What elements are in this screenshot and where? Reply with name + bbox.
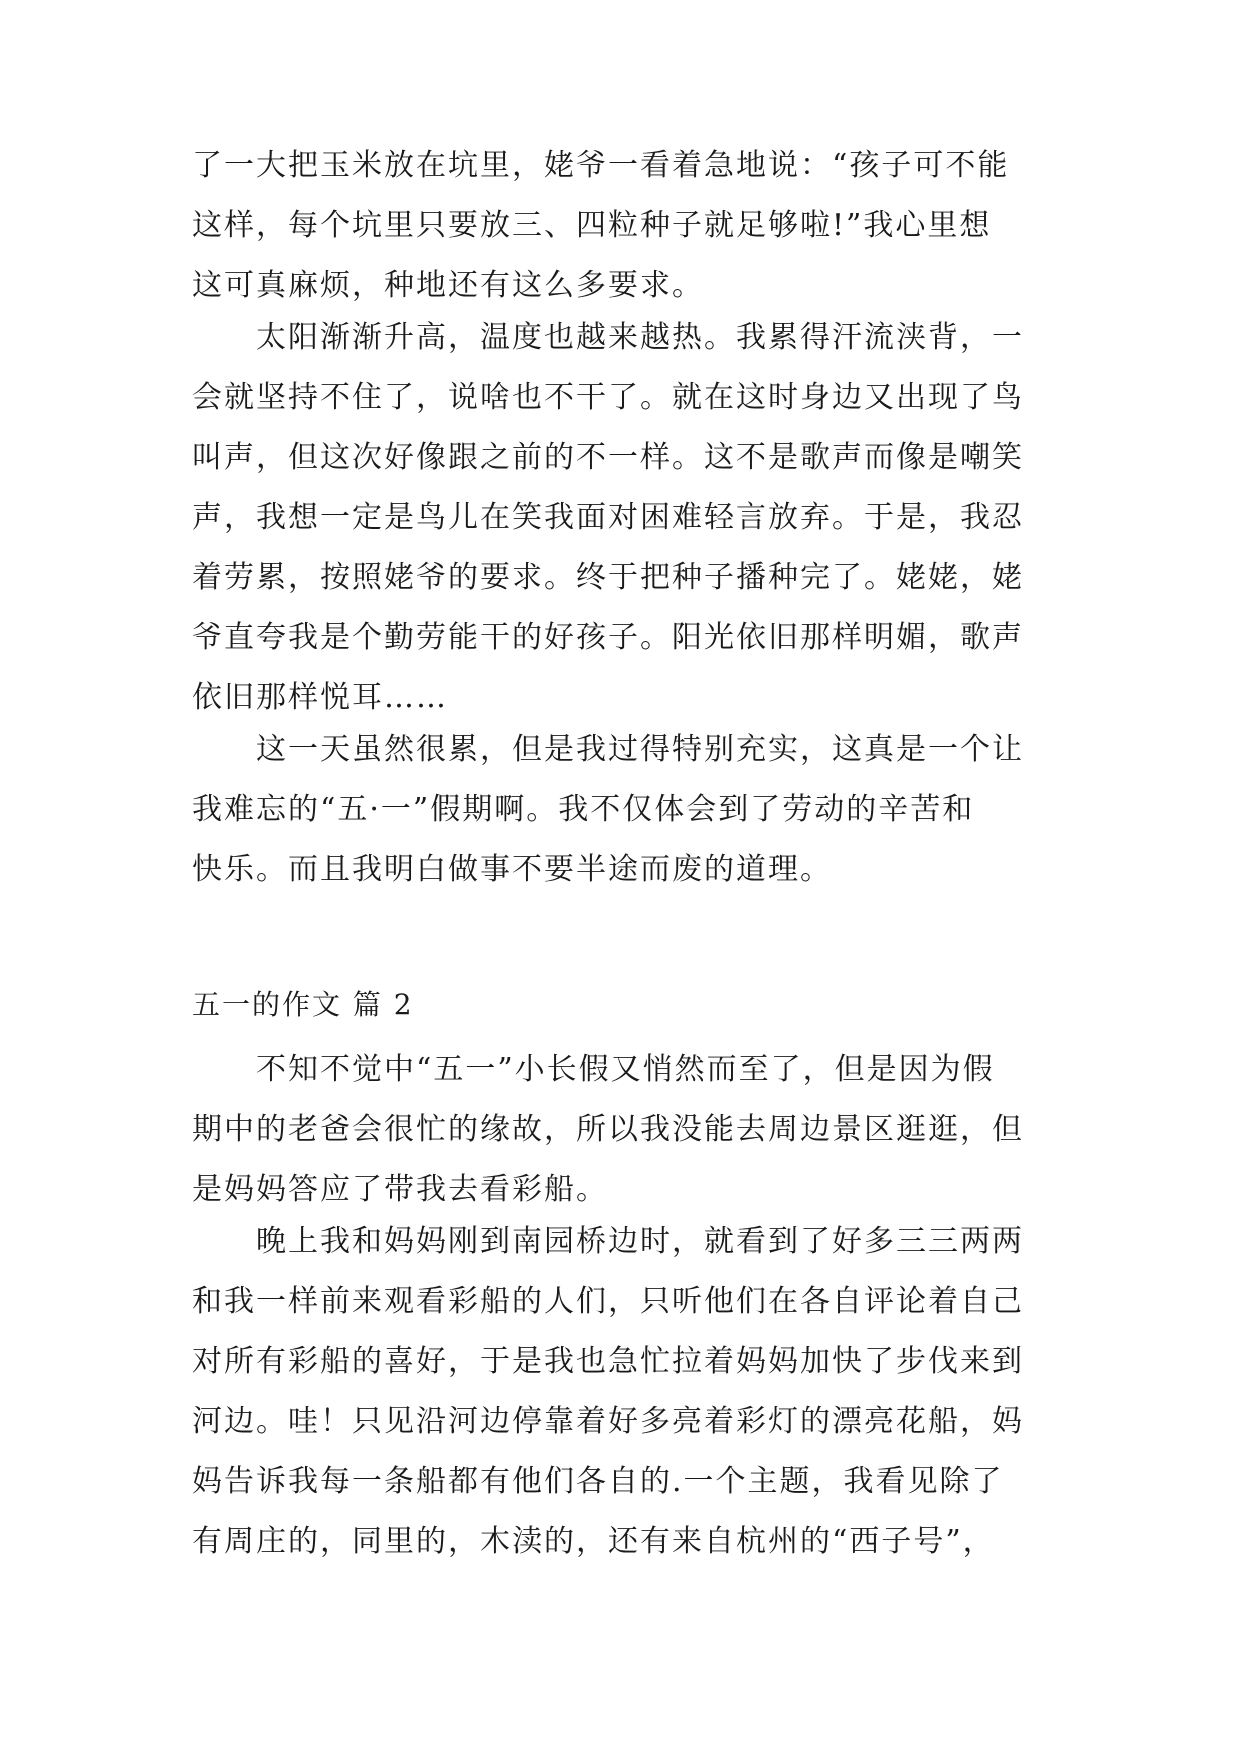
text-line: 着劳累，按照姥爷的要求。终于把种子播种完了。姥姥，姥: [192, 560, 1024, 595]
paragraph-4: [192, 1040, 1052, 1220]
text-line: 爷直夸我是个勤劳能干的好孩子。阳光依旧那样明媚，歌声: [192, 620, 1024, 655]
text-line: 这一天虽然很累，但是我过得特别充实，这真是一个让: [256, 732, 1024, 767]
text-line: 是妈妈答应了带我去看彩船。: [192, 1172, 608, 1207]
text-line: 我难忘的“五·一”假期啊。我不仅体会到了劳动的辛苦和: [192, 792, 975, 827]
text-line: 妈告诉我每一条船都有他们各自的.一个主题，我看见除了: [192, 1464, 1004, 1499]
text-line: 这可真麻烦，种地还有这么多要求。: [192, 268, 704, 303]
text-line: 叫声，但这次好像跟之前的不一样。这不是歌声而像是嘲笑: [192, 440, 1024, 475]
text-line: 了一大把玉米放在坑里，姥爷一看着急地说：“孩子可不能: [192, 148, 1010, 183]
text-line: 晚上我和妈妈刚到南园桥边时，就看到了好多三三两两: [256, 1224, 1024, 1259]
text-line: 期中的老爸会很忙的缘故，所以我没能去周边景区逛逛，但: [192, 1112, 1024, 1147]
text-line: 有周庄的，同里的，木渎的，还有来自杭州的“西子号”，: [192, 1524, 995, 1559]
text-line: 对所有彩船的喜好，于是我也急忙拉着妈妈加快了步伐来到: [192, 1344, 1024, 1379]
section-heading: 五一的作文 篇 2: [192, 988, 414, 1021]
text-line: 不知不觉中“五一”小长假又悄然而至了，但是因为假: [256, 1052, 995, 1087]
paragraph-3: [192, 720, 1052, 900]
paragraph-5: [192, 1212, 1052, 1572]
text-line: 和我一样前来观看彩船的人们，只听他们在各自评论着自己: [192, 1284, 1024, 1319]
text-line: 河边。哇！只见沿河边停靠着好多亮着彩灯的漂亮花船，妈: [192, 1404, 1024, 1439]
text-line: 会就坚持不住了，说啥也不干了。就在这时身边又出现了鸟: [192, 380, 1024, 415]
text-line: 快乐。而且我明白做事不要半途而废的道理。: [192, 852, 832, 887]
text-line: 这样，每个坑里只要放三、四粒种子就足够啦!”我心里想: [192, 208, 992, 243]
text-line: 太阳渐渐升高，温度也越来越热。我累得汗流浃背，一: [256, 320, 1024, 355]
text-line: 声，我想一定是鸟儿在笑我面对困难轻言放弃。于是，我忍: [192, 500, 1024, 535]
paragraph-2: [192, 308, 1052, 728]
paragraph-1: [192, 136, 1052, 316]
text-line: 依旧那样悦耳……: [192, 680, 448, 715]
